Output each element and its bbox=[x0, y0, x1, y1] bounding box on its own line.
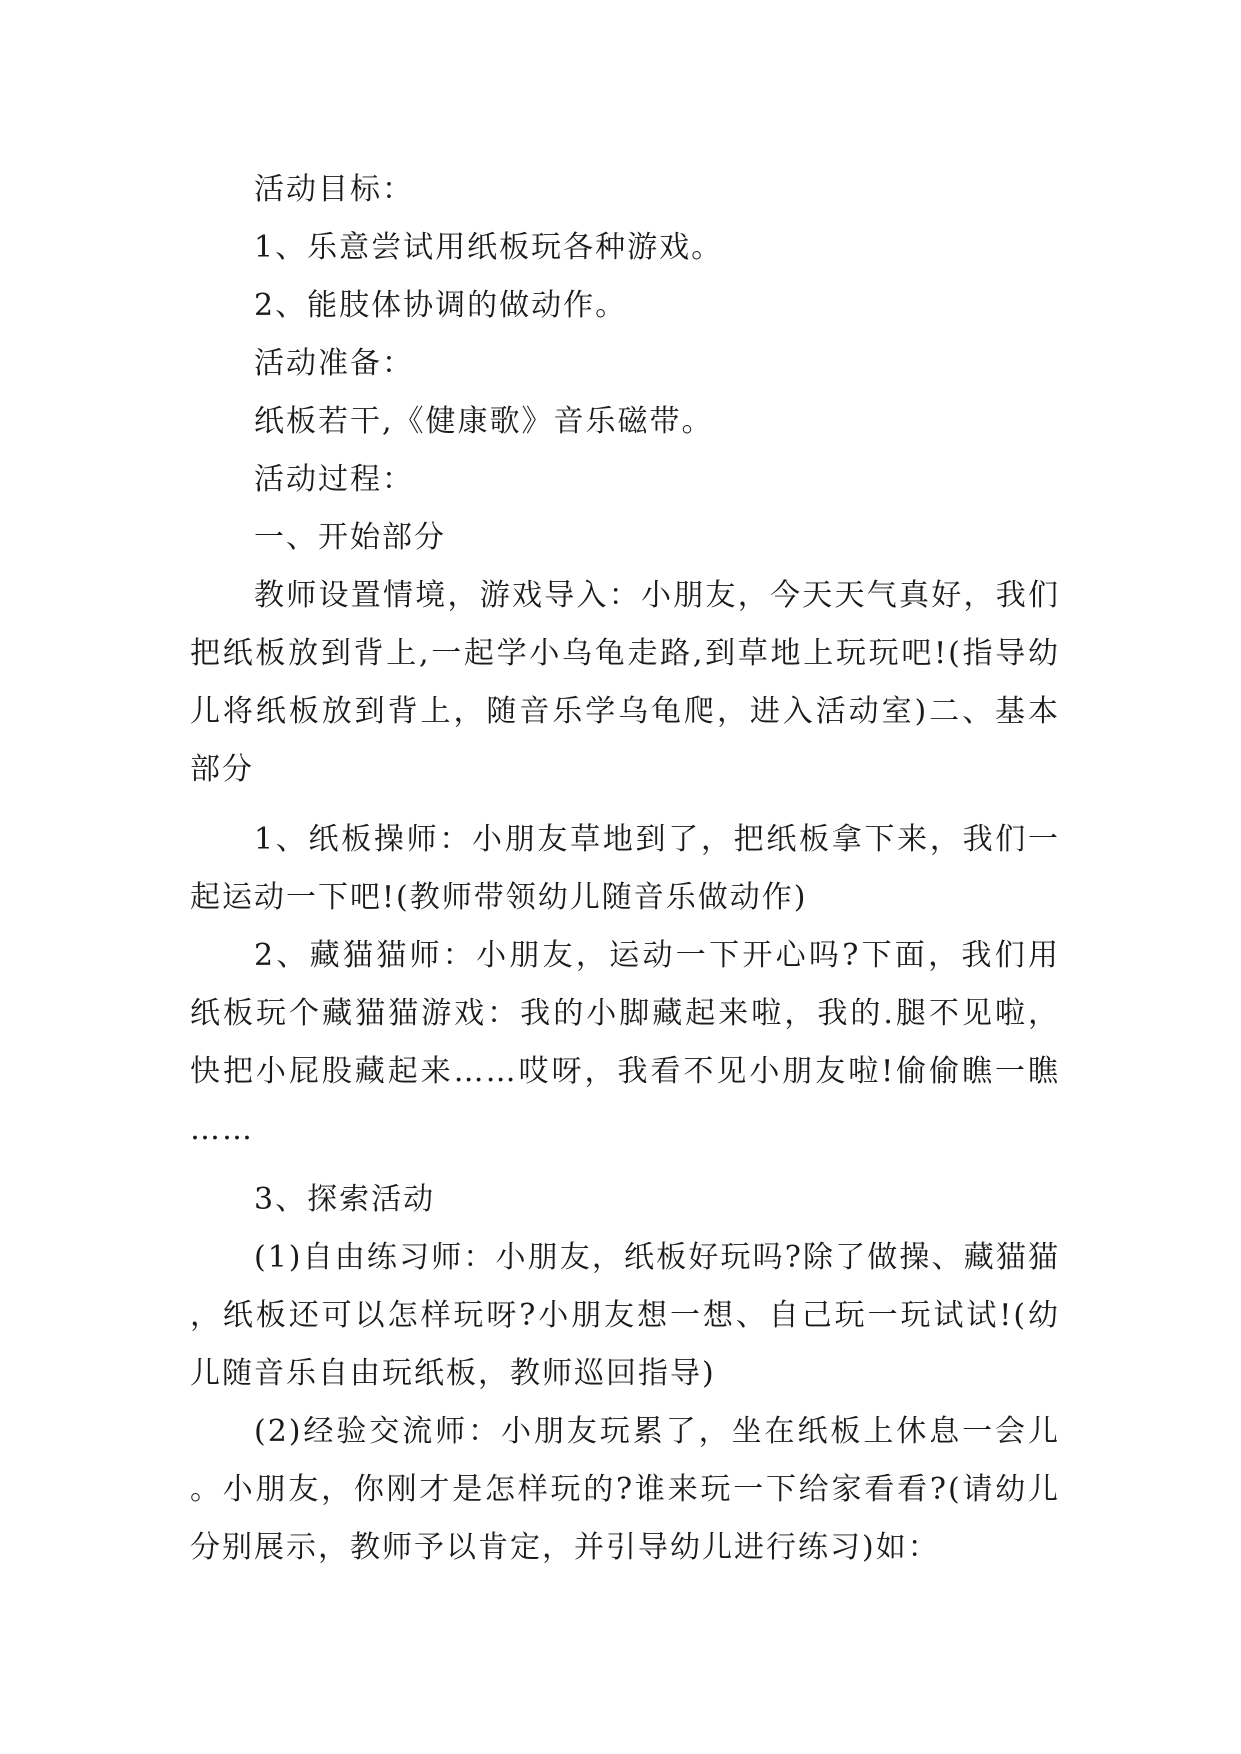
preparation-text: 纸板若干,《健康歌》音乐磁带。 bbox=[254, 404, 714, 439]
body-paragraph-intro: 教师设置情境，游戏导入：小朋友，今天天气真好，我们把纸板放到背上,一起学小乌龟走路,到草地上玩玩吧!(指导幼儿将纸板放到背上，随音乐学乌龟爬，进入活动室)二、基本部分 bbox=[190, 578, 1060, 787]
item-heading-explore: 3、探索活动 bbox=[254, 1182, 436, 1217]
part-heading-start: 一、开始部分 bbox=[254, 520, 446, 555]
body-paragraph-free-practice: (1)自由练习师：小朋友，纸板好玩吗?除了做操、藏猫猫，纸板还可以怎样玩呀?小朋友想一想、自己玩一玩试试!(幼儿随音乐自由玩纸板，教师巡回指导) bbox=[190, 1240, 1060, 1391]
section-heading-preparation: 活动准备： bbox=[254, 346, 414, 381]
body-paragraph-experience-sharing: (2)经验交流师：小朋友玩累了，坐在纸板上休息一会儿。小朋友，你刚才是怎样玩的?谁来玩一下给家看看?(请幼儿分别展示，教师予以肯定，并引导幼儿进行练习)如： bbox=[190, 1414, 1060, 1565]
objective-item-1: 1、乐意尝试用纸板玩各种游戏。 bbox=[254, 230, 724, 265]
section-heading-process: 活动过程： bbox=[254, 462, 414, 497]
section-heading-objectives: 活动目标： bbox=[254, 172, 414, 207]
document-body bbox=[190, 161, 1060, 1577]
objective-item-2: 2、能肢体协调的做动作。 bbox=[254, 288, 628, 323]
body-paragraph-hide-and-seek: 2、藏猫猫师：小朋友，运动一下开心吗?下面，我们用纸板玩个藏猫猫游戏：我的小脚藏起来啦，我的.腿不见啦，快把小屁股藏起来……哎呀，我看不见小朋友啦!偷偷瞧一瞧…… bbox=[190, 938, 1060, 1147]
body-paragraph-cardboard-exercise: 1、纸板操师：小朋友草地到了，把纸板拿下来，我们一起运动一下吧!(教师带领幼儿随音乐做动作) bbox=[190, 822, 1060, 915]
